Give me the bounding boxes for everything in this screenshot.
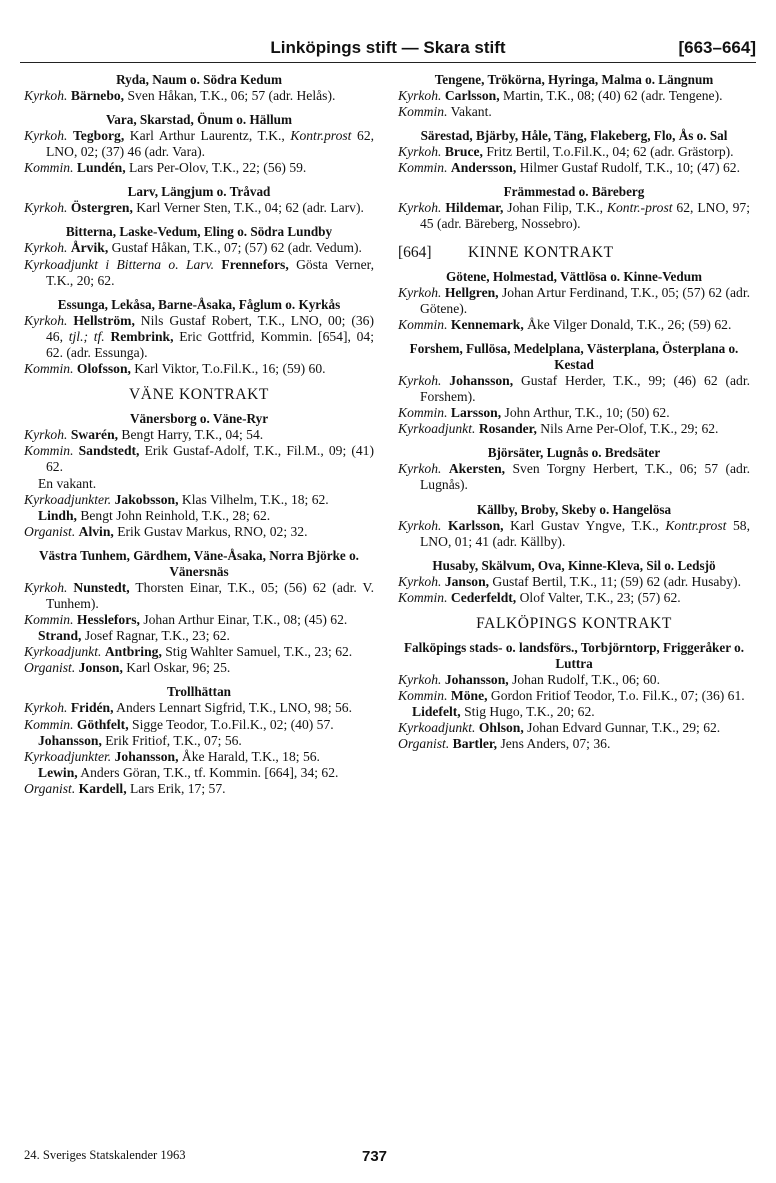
entry-details: Josef Ragnar, T.K., 23; 62. xyxy=(81,628,230,644)
entry-role: Kyrkoh. xyxy=(24,579,68,595)
person-name: Carlsson, xyxy=(444,88,500,103)
entry-role: Kyrkoh. xyxy=(398,461,442,477)
clergy-entry xyxy=(24,612,374,628)
parish-heading: Essunga, Lekåsa, Barne-Åsaka, Fåglum o. Kyrkås xyxy=(57,296,341,312)
clergy-entry xyxy=(398,574,750,590)
clergy-entry xyxy=(24,427,374,443)
clergy-entry xyxy=(24,240,374,256)
clergy-entry xyxy=(398,317,750,333)
person-name: Antbring, xyxy=(104,644,162,660)
parish-heading: Västra Tunhem, Gärdhem, Väne-Åsaka, Norra Björke o. Vänersnäs xyxy=(39,547,359,579)
entry-details: Gustaf Herder, T.K., 99; (46) 62 (adr. Forshem). xyxy=(420,372,750,405)
clergy-entry xyxy=(398,518,750,550)
person-name: Tegborg, xyxy=(72,128,125,144)
person-name: Sandstedt, xyxy=(78,443,140,459)
entry-details: Sven Håkan, T.K., 06; 57 (adr. Helås). xyxy=(124,88,336,103)
person-name: Hellström, xyxy=(73,312,135,328)
person-name: Bartler, xyxy=(452,736,498,752)
entry-details: Sigge Teodor, T.o.Fil.K., 02; (40) 57. xyxy=(128,716,334,732)
entry-details: Karl Arthur Laurentz, T.K., xyxy=(124,128,291,144)
clergy-entry xyxy=(24,160,374,176)
contract-name: KINNE KONTRAKT xyxy=(468,243,614,261)
clergy-entry xyxy=(24,508,374,524)
entry-details: Thorsten Einar, T.K., 05; (56) 62 (adr. V. Tunhem). xyxy=(46,579,374,611)
entry-role: Kyrkoh. xyxy=(398,372,442,388)
entry-role: Kyrkoh. xyxy=(398,144,442,160)
section-number: [664] xyxy=(398,243,432,261)
person-name: Andersson, xyxy=(450,160,517,176)
person-name: Rosander, xyxy=(478,421,537,437)
person-name: Jakobsson, xyxy=(114,491,179,507)
entry-line: En vakant. xyxy=(38,475,97,491)
person-name: Hesslefors, xyxy=(76,612,140,628)
entry-role: Kommin. xyxy=(398,405,448,421)
entry-details: Klas Vilhelm, T.K., 18; 62. xyxy=(178,491,329,507)
person-name: Larsson, xyxy=(450,405,502,421)
footer-source: 24. Sveriges Statskalender 1963 xyxy=(24,1148,186,1162)
person-name: Johansson, xyxy=(449,372,514,388)
person-name: Göthfelt, xyxy=(76,716,129,732)
entry-role: Kyrkoadjunkt. xyxy=(398,720,476,736)
entry-details: Karl Gustav Yngve, T.K., xyxy=(503,517,666,533)
entry-details: Hilmer Gustaf Rudolf, T.K., 10; (47) 62. xyxy=(516,160,740,176)
entry-role: Kommin. xyxy=(398,589,448,605)
parish-heading: Vara, Skarstad, Önum o. Hällum xyxy=(105,112,292,128)
person-name: Östergren, xyxy=(70,200,133,216)
entry-role: Kommin. xyxy=(398,160,448,176)
running-header xyxy=(20,38,756,63)
clergy-entry xyxy=(398,160,750,176)
entry-details: Nils Arne Per-Olof, T.K., 29; 62. xyxy=(536,421,719,437)
entry-details: Åke Harald, T.K., 18; 56. xyxy=(178,748,320,764)
entry-details: Gordon Fritiof Teodor, T.o. Fil.K., 07; (36) 61. xyxy=(487,688,745,704)
clergy-entry xyxy=(398,736,750,752)
contract-heading: VÄNE KONTRAKT xyxy=(129,386,269,404)
clergy-entry xyxy=(24,628,374,644)
entry-details: Johan Rudolf, T.K., 06; 60. xyxy=(508,671,660,687)
entry-details: Sven Torgny Herbert, T.K., 06; 57 (adr. Lugnås). xyxy=(420,461,750,493)
entry-details: Anders Göran, T.K., tf. Kommin. [664], 34; 62. xyxy=(77,764,339,780)
clergy-entry xyxy=(398,88,750,104)
entry-role: Kyrkoh. xyxy=(24,427,68,443)
entry-role: Organist. xyxy=(24,660,76,676)
person-name: Strand, xyxy=(38,628,82,644)
clergy-entry xyxy=(24,749,374,765)
clergy-entry xyxy=(398,405,750,421)
clergy-entry xyxy=(398,200,750,232)
person-name: Ohlson, xyxy=(478,720,524,736)
contract-heading: FALKÖPINGS KONTRAKT xyxy=(476,614,672,632)
clergy-entry xyxy=(24,361,374,377)
entry-role: Kyrkoh. xyxy=(24,700,68,716)
entry-details: Karl Viktor, T.o.Fil.K., 16; (59) 60. xyxy=(130,361,326,377)
clergy-entry xyxy=(24,128,374,160)
entry-role: Kyrkoh. xyxy=(24,200,68,216)
parish-heading: Forshem, Fullösa, Medelplana, Västerplana, Österplana o. Kestad xyxy=(409,340,739,372)
entry-details: Vakant. xyxy=(447,104,492,120)
entry-details: Gustaf Håkan, T.K., 07; (57) 62 (adr. Vedum). xyxy=(108,240,362,256)
entry-details: Stig Hugo, T.K., 20; 62. xyxy=(460,704,595,720)
person-name: Lindh, xyxy=(38,507,77,523)
entry-details: Johan Arthur Einar, T.K., 08; (45) 62. xyxy=(139,612,348,628)
contract-heading xyxy=(398,245,750,261)
entry-role: Organist. xyxy=(398,736,450,752)
clergy-entry xyxy=(24,580,374,612)
person-name: Lewin, xyxy=(38,764,78,780)
clergy-entry xyxy=(24,717,374,733)
entry-details: Johan Filip, T.K., xyxy=(503,200,607,216)
parish-heading: Larv, Längjum o. Tråvad xyxy=(127,184,271,200)
entry-role: Kyrkoh. xyxy=(398,573,442,589)
parish-heading: Ryda, Naum o. Södra Kedum xyxy=(116,72,282,87)
person-name: Cederfeldt, xyxy=(450,589,517,605)
parish-heading: Tengene, Trökörna, Hyringa, Malma o. Längnum xyxy=(434,72,714,87)
entry-details: Erik Gustaf-Adolf, T.K., Fil.M., 09; (41) 62. xyxy=(46,443,374,475)
parish-heading: Husaby, Skälvum, Ova, Kinne-Kleva, Sil o. Ledsjö xyxy=(432,557,716,573)
parish-heading: Falköpings stads- o. landsförs., Torbjörntorp, Friggeråker o. Luttra xyxy=(403,639,745,671)
page-footer xyxy=(24,1148,752,1168)
entry-role: Organist. xyxy=(24,780,76,796)
person-name: Lundén, xyxy=(76,160,126,176)
entry-role: Kommin. xyxy=(398,688,448,704)
entry-details: Karl Verner Sten, T.K., 04; 62 (adr. Larv). xyxy=(132,200,364,216)
clergy-entry xyxy=(398,104,750,120)
entry-details: Erik Fritiof, T.K., 07; 56. xyxy=(101,732,242,748)
parish-heading: Vänersborg o. Väne-Ryr xyxy=(129,411,269,427)
entry-details: Anders Lennart Sigfrid, T.K., LNO, 98; 56. xyxy=(113,700,352,716)
clergy-entry xyxy=(398,373,750,405)
page-number: 737 xyxy=(362,1148,388,1165)
clergy-entry xyxy=(398,590,750,606)
person-name: Olofsson, xyxy=(76,361,131,377)
clergy-entry xyxy=(24,443,374,475)
entry-role: Kommin. xyxy=(24,160,74,176)
clergy-entry xyxy=(24,200,374,216)
entry-details: Johan Edvard Gunnar, T.K., 29; 62. xyxy=(523,720,721,736)
entry-details: 62, LNO, 02; (37) 46 (adr. Vara). xyxy=(46,128,375,160)
person-name: Bruce, xyxy=(444,144,483,160)
entry-details: Martin, T.K., 08; (40) 62 (adr. Tengene). xyxy=(499,88,723,103)
entry-role: Kyrkoadjunkt. xyxy=(24,644,102,660)
entry-role: Kyrkoh. xyxy=(398,284,442,300)
left-column xyxy=(24,72,374,797)
clergy-entry xyxy=(398,688,750,704)
entry-role: Kontr.-prost xyxy=(606,200,673,216)
entry-role: Kyrkoh. xyxy=(24,88,68,103)
entry-details: 62, LNO, 97; 45 (adr. Bäreberg, Nossebro). xyxy=(420,200,750,232)
entry-details: Erik Gustav Markus, RNO, 02; 32. xyxy=(113,523,308,539)
entry-role: Kyrkoadjunkt. xyxy=(398,421,476,437)
parish-heading: Björsäter, Lugnås o. Bredsäter xyxy=(487,445,661,461)
right-column xyxy=(398,72,750,752)
clergy-entry xyxy=(398,144,750,160)
clergy-entry xyxy=(24,765,374,781)
header-page-range: [663–664] xyxy=(678,38,756,57)
entry-details: 58, LNO, 01; 41 (adr. Källby). xyxy=(420,517,750,549)
person-name: Jonson, xyxy=(78,660,123,676)
clergy-entry xyxy=(24,313,374,361)
person-name: Johansson, xyxy=(114,748,179,764)
person-name: Fridén, xyxy=(70,700,114,716)
clergy-entry xyxy=(24,733,374,749)
entry-details: Gustaf Bertil, T.K., 11; (59) 62 (adr. Husaby). xyxy=(489,573,741,589)
entry-role: Kontr.prost xyxy=(665,517,727,533)
clergy-entry xyxy=(24,524,374,540)
clergy-entry xyxy=(24,492,374,508)
entry-role: Kyrkoh. xyxy=(24,240,68,256)
parish-heading: Götene, Holmestad, Vättlösa o. Kinne-Vedum xyxy=(445,268,703,284)
clergy-entry xyxy=(398,285,750,317)
entry-role: Kyrkoh. xyxy=(398,200,442,216)
person-name: Hildemar, xyxy=(445,200,504,216)
clergy-entry xyxy=(24,257,374,289)
parish-heading: Källby, Broby, Skeby o. Hangelösa xyxy=(476,501,672,517)
person-name: Johansson, xyxy=(444,671,509,687)
parish-heading: Särestad, Bjärby, Håle, Täng, Flakeberg, Flo, Ås o. Sal xyxy=(420,128,728,144)
person-name: Hellgren, xyxy=(444,284,499,300)
person-name: Kennemark, xyxy=(450,316,524,332)
entry-details: Karl Oskar, 96; 25. xyxy=(122,660,231,676)
entry-details: Lars Per-Olov, T.K., 22; (56) 59. xyxy=(125,160,307,176)
entry-role: Kontr.prost xyxy=(290,128,352,144)
person-name: Rembrink, xyxy=(110,328,174,344)
person-name: Bärnebo, xyxy=(70,88,125,103)
entry-role: Kommin. xyxy=(24,716,74,732)
clergy-entry xyxy=(24,700,374,716)
entry-details: Lars Erik, 17; 57. xyxy=(126,780,226,796)
entry-details: Bengt John Reinhold, T.K., 28; 62. xyxy=(76,507,271,523)
person-name: Årvik, xyxy=(70,240,109,256)
clergy-entry xyxy=(398,421,750,437)
person-name: Swarén, xyxy=(70,427,119,443)
clergy-entry xyxy=(398,720,750,736)
entry-details: Fritz Bertil, T.o.Fil.K., 04; 62 (adr. Grästorp). xyxy=(482,144,734,160)
clergy-entry xyxy=(398,461,750,493)
entry-details: Åke Vilger Donald, T.K., 26; (59) 62. xyxy=(523,316,732,332)
parish-heading: Trollhättan xyxy=(167,684,231,700)
entry-details: Gösta Verner, T.K., 20; 62. xyxy=(46,256,374,288)
clergy-entry xyxy=(24,88,374,104)
entry-role: Kyrkoadjunkter. xyxy=(24,491,112,507)
person-name: Frennefors, xyxy=(221,256,289,272)
entry-details: Bengt Harry, T.K., 04; 54. xyxy=(118,427,264,443)
entry-details: Olof Valter, T.K., 23; (57) 62. xyxy=(516,589,681,605)
entry-role: Kyrkoh. xyxy=(398,671,442,687)
entry-details: Stig Wahlter Samuel, T.K., 23; 62. xyxy=(161,644,353,660)
parish-heading: Bitterna, Laske-Vedum, Eling o. Södra Lundby xyxy=(65,224,333,240)
entry-role: Kommin. xyxy=(398,316,448,332)
entry-details: Eric Gottfrid, Kommin. [654], 04; 62. (adr. Essunga). xyxy=(46,328,374,360)
entry-role: Kyrkoh. xyxy=(398,88,442,103)
entry-role: Kommin. xyxy=(398,104,448,120)
person-name: Nunstedt, xyxy=(73,579,130,595)
person-name: Lidefelt, xyxy=(412,704,461,720)
entry-details: Johan Artur Ferdinand, T.K., 05; (57) 62 (adr. Götene). xyxy=(420,284,750,316)
entry-details: Jens Anders, 07; 36. xyxy=(497,736,611,752)
entry-details: John Arthur, T.K., 10; (50) 62. xyxy=(501,405,670,421)
entry-role: Kyrkoh. xyxy=(24,128,68,144)
entry-details: Nils Gustaf Robert, T.K., LNO, 00; (36) 46, xyxy=(46,312,374,344)
parish-heading: Främmestad o. Bäreberg xyxy=(503,184,645,200)
entry-role: Kyrkoadjunkt i Bitterna o. Larv. xyxy=(24,256,215,272)
entry-role: Kommin. xyxy=(24,612,74,628)
person-name: Johansson, xyxy=(38,732,102,748)
person-name: Kardell, xyxy=(78,780,127,796)
entry-role: Organist. xyxy=(24,523,76,539)
clergy-entry xyxy=(398,672,750,688)
clergy-entry xyxy=(24,781,374,797)
entry-role: tjl.; tf. xyxy=(68,328,105,344)
person-name: Karlsson, xyxy=(448,517,504,533)
clergy-entry xyxy=(24,660,374,676)
person-name: Alvin, xyxy=(78,523,114,539)
header-title: Linköpings stift — Skara stift xyxy=(270,38,506,57)
entry-role: Kyrkoh. xyxy=(398,517,442,533)
entry-role: Kyrkoadjunkter. xyxy=(24,748,112,764)
clergy-entry xyxy=(398,704,750,720)
clergy-entry xyxy=(24,644,374,660)
person-name: Akersten, xyxy=(448,461,506,477)
person-name: Janson, xyxy=(444,573,490,589)
person-name: Möne, xyxy=(450,688,488,704)
entry-role: Kommin. xyxy=(24,361,74,377)
entry-role: Kommin. xyxy=(24,443,74,459)
entry-role: Kyrkoh. xyxy=(24,312,68,328)
